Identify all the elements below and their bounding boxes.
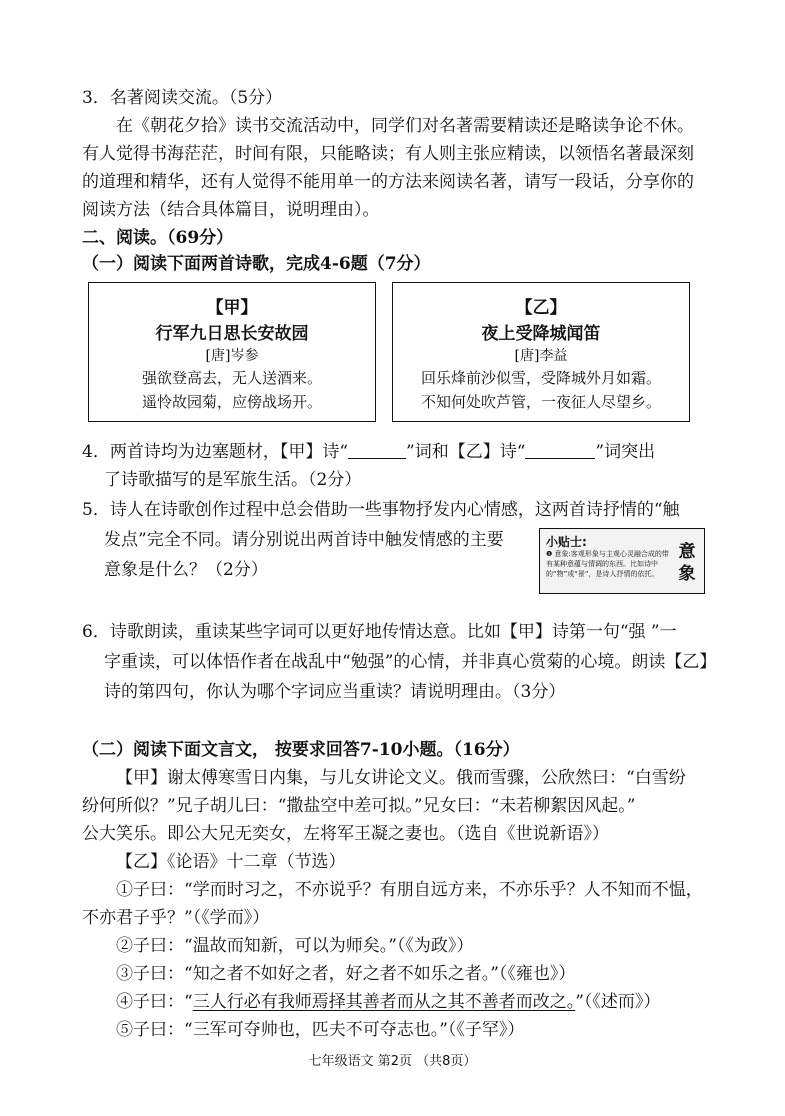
poem-line: 回乐烽前沙似雪，受降城外月如霜。 [420,369,661,387]
subsection-title: （二）阅读下面文言文， 按要求回答7-10小题。（16分） [82,740,520,760]
underlined-sentence: 三人行必有我师焉择其善者而从之其不善者而改之。 [192,992,576,1012]
q5-line: 发点”完全不同。请分别说出两首诗中触发情感的主要 [104,530,504,550]
q5-line: 5．诗人在诗歌创作过程中总会借助一些事物抒发内心情感，这两首诗抒情的“触 [82,500,680,520]
poem-line: 遥怜故园菊，应傍战场开。 [141,393,322,411]
poem-author: [唐]李益 [514,348,568,364]
tip-title: 小贴士: [546,535,587,549]
analects-chapter: 不亦君子乎？”（《学而》） [82,908,270,928]
q3-paragraph-line: 在《朝花夕拾》读书交流活动中，同学们对名著需要精读还是略读争论不休。 [116,116,694,136]
analects-text: ④子曰：“ [116,992,193,1012]
poem-line: 不知何处吹芦管，一夜征人尽望乡。 [420,393,661,411]
q3-paragraph-line: 的道理和精华，还有人觉得不能用单一的方法来阅读名著，请写一段话，分享你的 [82,172,694,192]
q4-text: ”词突出 [595,442,656,462]
classical-text-line: 【甲】谢太傅寒雪日内集，与儿女讲论文义。俄而雪骤，公欣然曰：“白雪纷 [116,768,686,788]
q4-line: 了诗歌描写的是军旅生活。（2分） [104,470,362,490]
q3-paragraph-line: 有人觉得书海茫茫，时间有限，只能略读；有人则主张应精读，以领悟名著最深刻 [82,144,694,164]
analects-chapter [116,990,660,1014]
q4-line [82,440,655,464]
q3-paragraph-line: 阅读方法（结合具体篇目，说明理由）。 [82,200,380,220]
analects-chapter: ①子曰：“学而时习之，不亦说乎？有朋自远方来，不亦乐乎？人不知而不愠， [116,880,703,900]
poem-jia-box [88,282,376,422]
q3-title: 3．名著阅读交流。（5分） [82,88,283,108]
analects-chapter: ②子曰：“温故而知新，可以为师矣。”（《为政》） [116,936,474,956]
poem-yi-box [392,282,690,422]
section-title: 二、阅读。（69分） [82,228,234,248]
q6-line: 字重读，可以体悟作者在战乱中“勉强”的心情，并非真心赏菊的心境。朗读【乙】 [104,652,717,672]
poem-tag: 【乙】 [515,298,567,318]
tip-side-char: 意 [678,542,696,562]
tip-side-label [678,541,696,585]
classical-text-line: 公大笑乐。即公大兄无奕女，左将军王凝之妻也。（选自《世说新语》） [82,824,609,844]
q4-text: ”词和【乙】诗“ [406,442,526,462]
poem-author: [唐]岑参 [205,348,259,364]
answer-blank[interactable] [525,442,595,459]
analects-heading: 【乙】《论语》十二章（节选） [116,852,346,872]
tip-side-char: 象 [678,564,696,584]
q5-line: 意象是什么？（2分） [104,560,268,580]
q6-line: 6．诗歌朗读，重读某些字词可以更好地传情达意。比如【甲】诗第一句“强 ”一 [82,622,677,642]
poem-line: 强欲登高去，无人送酒来。 [141,369,322,387]
analects-chapter: ③子曰：“知之者不如好之者，好之者不如乐之者。”（《雍也》） [116,964,576,984]
analects-chapter: ⑤子曰：“三军可夺帅也，匹夫不可夺志也。”（《子罕》） [116,1020,525,1040]
classical-text-line: 纷何所似？”兄子胡儿曰：“撒盐空中差可拟。”兄女曰：“未若柳絮因风起。” [82,796,636,816]
answer-blank[interactable] [348,442,406,459]
page-footer: 七年级语文 第2页 （共8页） [308,1054,477,1069]
poem-title: 行军九日思长安故园 [155,324,309,344]
poem-title: 夜上受降城闻笛 [481,324,601,344]
subsection-title: （一）阅读下面两首诗歌，完成4-6题（7分） [82,254,431,274]
tip-box [539,528,705,594]
poem-tag: 【甲】 [206,298,258,318]
q4-text: 4．两首诗均为边塞题材，【甲】诗“ [82,442,349,462]
analects-text: ”（《述而》） [575,992,661,1012]
q6-line: 诗的第四句，你认为哪个字词应当重读？请说明理由。（3分） [104,682,566,702]
tip-body: ❶ 意象:客观形象与主观心灵融合成的带有某种意蕴与情调的东西。比如诗中的“物”或“景”，是诗人抒情的依托。 [546,550,669,578]
